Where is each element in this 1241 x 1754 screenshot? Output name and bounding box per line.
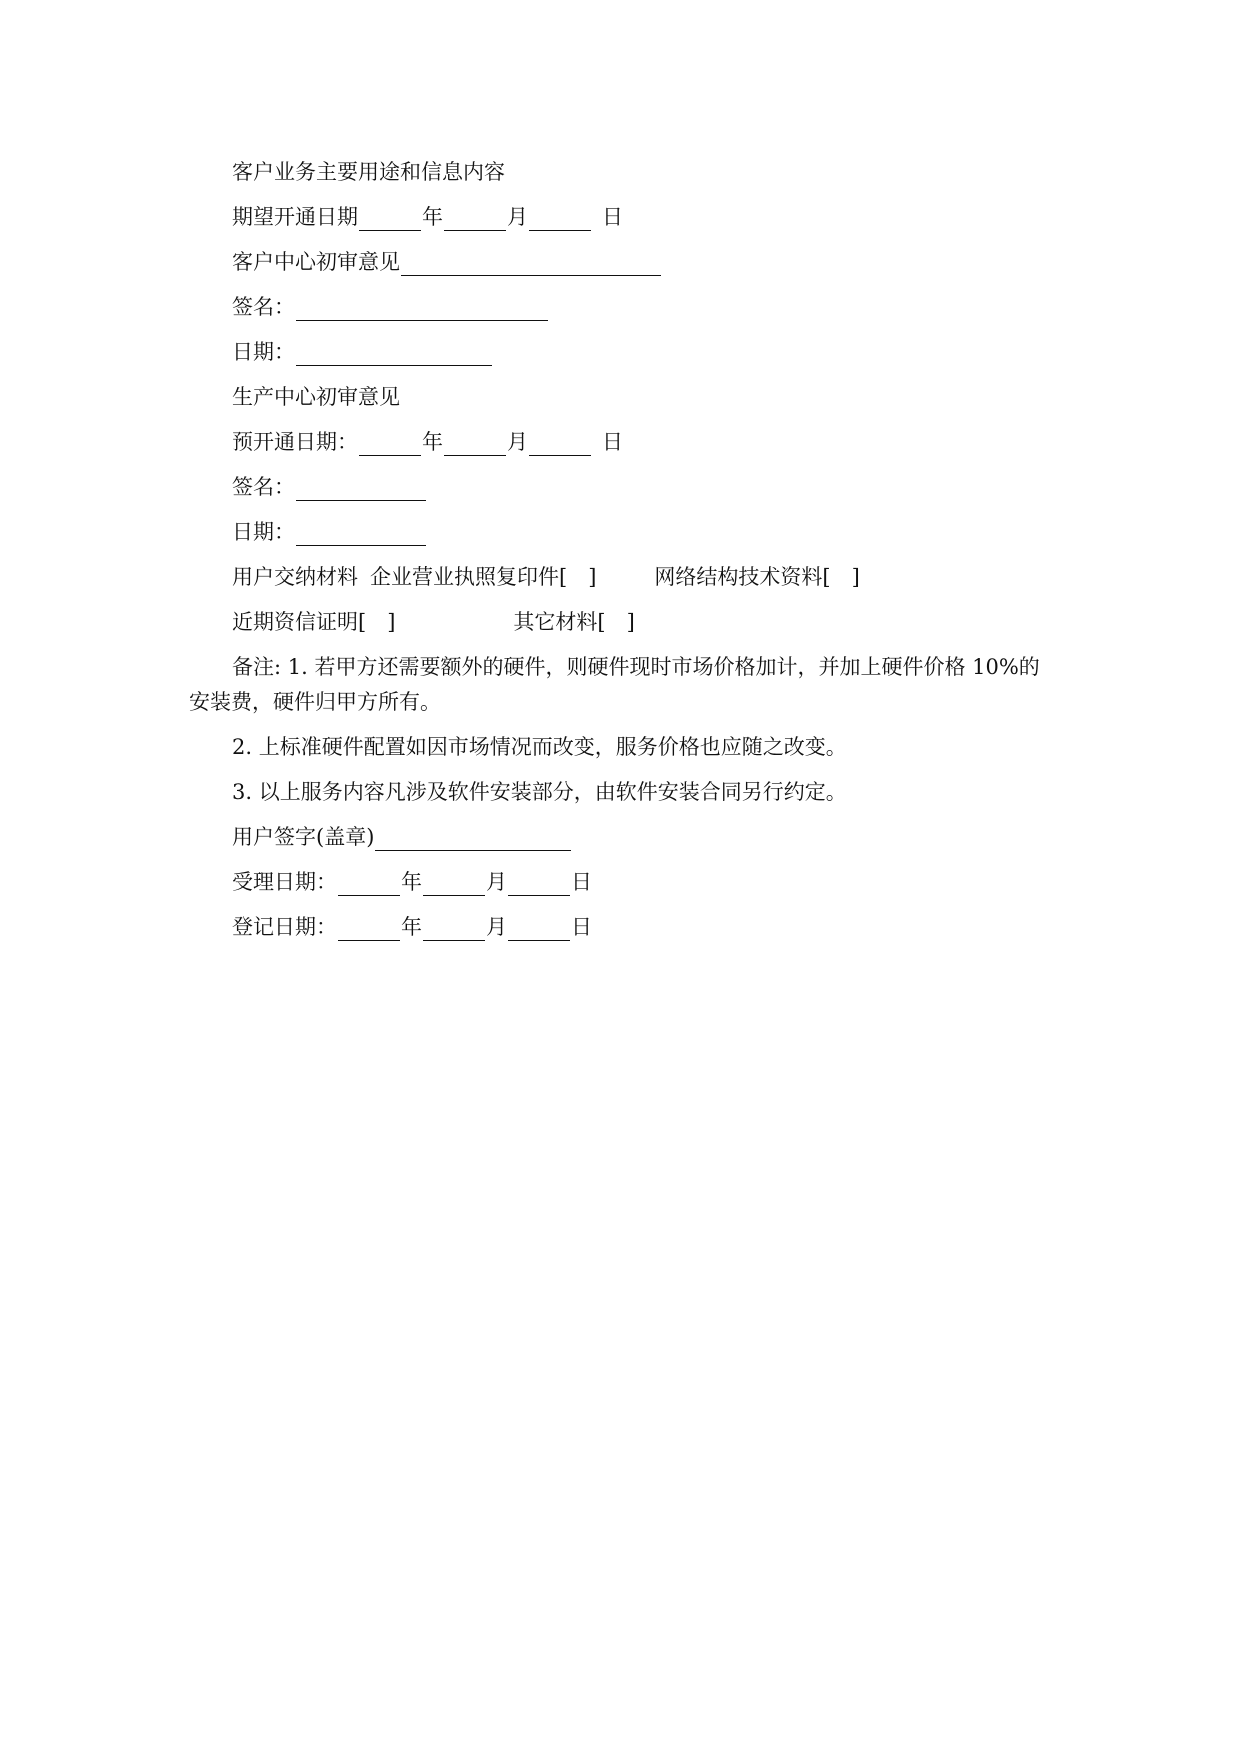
materials-label: 用户交纳材料	[232, 565, 358, 589]
customer-center-label: 客户中心初审意见	[232, 250, 400, 274]
accept-day-field[interactable]	[508, 873, 570, 896]
expected-date-label: 期望开通日期	[232, 205, 358, 229]
production-center-line	[232, 383, 400, 411]
accept-date-label: 受理日期：	[232, 870, 337, 894]
note2-text: 2. 上标准硬件配置如因市场情况而改变，服务价格也应随之改变。	[232, 735, 847, 759]
customer-date-line	[232, 338, 493, 366]
user-signature-field[interactable]	[375, 828, 571, 851]
month-label: 月	[486, 870, 507, 894]
pre-open-date-label: 预开通日期：	[232, 430, 358, 454]
expected-month-field[interactable]	[444, 208, 506, 231]
date-label: 日期：	[232, 520, 295, 544]
purpose-label: 客户业务主要用途和信息内容	[232, 160, 505, 184]
pre-open-day-field[interactable]	[529, 433, 591, 456]
pre-open-month-field[interactable]	[444, 433, 506, 456]
note2-line	[232, 733, 847, 761]
accept-month-field[interactable]	[423, 873, 485, 896]
production-center-label: 生产中心初审意见	[232, 385, 400, 409]
customer-center-line	[232, 248, 662, 276]
expected-date-line	[232, 203, 623, 231]
day-label: 日	[602, 205, 623, 229]
sign-label: 签名：	[232, 475, 295, 499]
month-label: 月	[486, 915, 507, 939]
pre-open-year-field[interactable]	[359, 433, 421, 456]
day-label: 日	[571, 870, 592, 894]
register-month-field[interactable]	[423, 918, 485, 941]
month-label: 月	[507, 205, 528, 229]
sign-label: 签名：	[232, 295, 295, 319]
pre-open-date-line	[232, 428, 623, 456]
expected-day-field[interactable]	[529, 208, 591, 231]
accept-date-line	[232, 868, 592, 896]
register-date-line	[232, 913, 592, 941]
other-materials-checkbox[interactable]: 其它材料[ ]	[513, 610, 635, 634]
register-day-field[interactable]	[508, 918, 570, 941]
production-date-field[interactable]	[296, 523, 426, 546]
network-docs-checkbox[interactable]: 网络结构技术资料[ ]	[654, 565, 860, 589]
license-copy-checkbox[interactable]: 企业营业执照复印件[ ]	[370, 565, 597, 589]
note1-text: 备注: 1. 若甲方还需要额外的硬件，则硬件现时市场价格加计，并加上硬件价格 10%的	[232, 655, 1040, 679]
note1-text-cont: 安装费，硬件归甲方所有。	[189, 690, 441, 714]
expected-year-field[interactable]	[359, 208, 421, 231]
customer-date-field[interactable]	[296, 343, 492, 366]
day-label: 日	[571, 915, 592, 939]
user-signature-label: 用户签字(盖章)	[232, 825, 375, 849]
accept-year-field[interactable]	[338, 873, 400, 896]
materials-line	[232, 563, 860, 591]
purpose-line	[232, 158, 505, 186]
materials-line-2	[232, 608, 635, 636]
user-signature-line	[232, 823, 572, 851]
credit-proof-checkbox[interactable]: 近期资信证明[ ]	[232, 610, 396, 634]
customer-sign-line	[232, 293, 549, 321]
note3-line	[232, 778, 847, 806]
customer-sign-field[interactable]	[296, 298, 548, 321]
production-date-line	[232, 518, 427, 546]
month-label: 月	[507, 430, 528, 454]
year-label: 年	[422, 205, 443, 229]
register-year-field[interactable]	[338, 918, 400, 941]
production-sign-field[interactable]	[296, 478, 426, 501]
customer-center-field[interactable]	[401, 253, 661, 276]
year-label: 年	[422, 430, 443, 454]
date-label: 日期：	[232, 340, 295, 364]
note1-line1	[232, 653, 1040, 681]
note3-text: 3. 以上服务内容凡涉及软件安装部分，由软件安装合同另行约定。	[232, 780, 847, 804]
day-label: 日	[602, 430, 623, 454]
register-date-label: 登记日期：	[232, 915, 337, 939]
note1-line2	[189, 688, 441, 716]
production-sign-line	[232, 473, 427, 501]
year-label: 年	[401, 915, 422, 939]
year-label: 年	[401, 870, 422, 894]
